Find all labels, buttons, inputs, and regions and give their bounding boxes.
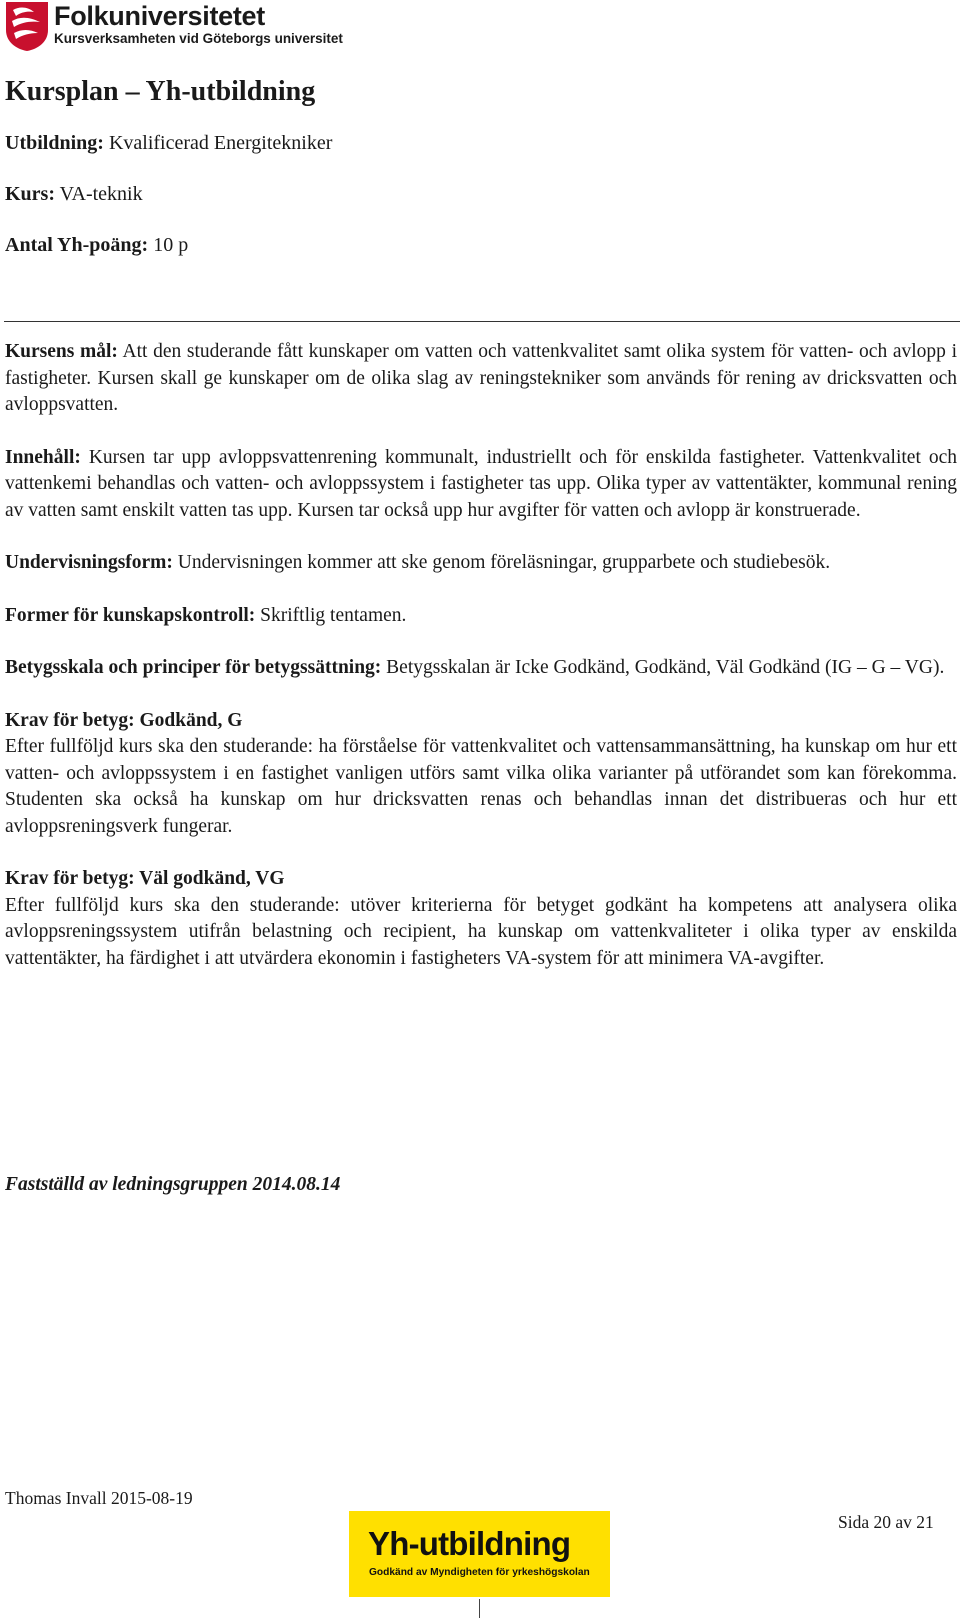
text-cursor-icon [479, 1599, 480, 1618]
approval-note: Fastställd av ledningsgruppen 2014.08.14 [5, 1174, 341, 1195]
document-title: Kursplan – Yh-utbildning [5, 76, 316, 107]
page-number: Sida 20 av 21 [838, 1512, 934, 1532]
section-assessment [5, 603, 957, 630]
section-grade-vg-label: Krav för betyg: Väl godkänd, VG [5, 868, 285, 889]
section-goals-text: Att den studerande fått kunskaper om vatten och vattenkvalitet samt olika system för vatten- och avlopp i fastigheter. Kursen skall ge kunskaper om de olika slag av reningstekniker som används för rening av dricksvatten och avloppsvatten. [5, 341, 957, 415]
folkuniversitetet-logo [4, 0, 343, 52]
meta-education-value: Kvalificerad Energitekniker [108, 132, 333, 154]
course-content [5, 339, 957, 998]
section-assessment-label: Former för kunskapskontroll: [5, 604, 256, 626]
folkuniversitetet-emblem-icon [4, 0, 50, 52]
section-content [5, 445, 957, 525]
meta-education-label: Utbildning: [5, 132, 104, 154]
footer-author: Thomas Invall 2015-08-19 [5, 1488, 193, 1508]
meta-points-value: 10 p [153, 234, 189, 256]
section-teaching-label: Undervisningsform: [5, 552, 173, 573]
section-grade-g-text: Efter fullföljd kurs ska den studerande: ha förståelse för vattenkvalitet och vattensammansättning, ha kunskap om hur ett vatten- och avloppssystem i en fastighet vanligen utförs samt vilka olika varianter på utförandet som kan förekomma. Studenten ska också ha kunskap om hur dricksvatten renas och behandlas innan det distribueras och hur ett avloppsreningsverk fungerar. [5, 736, 957, 837]
section-grading-text: Betygsskalan är Icke Godkänd, Godkänd, Väl Godkänd (IG – G – VG). [386, 657, 945, 678]
section-goals [5, 339, 957, 419]
org-name: Folkuniversitetet [54, 1, 265, 31]
meta-points-label: Antal Yh-poäng: [5, 234, 149, 256]
yh-utbildning-logo [349, 1511, 610, 1597]
meta-points [5, 232, 188, 258]
meta-course-value: VA-teknik [59, 183, 143, 205]
section-content-text: Kursen tar upp avloppsvattenrening kommunalt, industriellt och för enskilda fastigheter. Vattenkvalitet och vattenkemi behandlas och vatten- och avloppssystem i fastigheter tas upp. Olika typer av vattentäkter, kommunal rening av vatten samt enskilt vatten tas upp. Kursen tar också upp hur avgifter för vatten och avlopp är konstruerade. [5, 446, 957, 521]
meta-education [5, 130, 332, 156]
section-grade-vg-text: Efter fullföljd kurs ska den studerande: utöver kriterierna för betyget godkänt ha kompetens att analysera olika avloppsreningssystem utifrån belastning och recipient, ha kunskap om vattenkvaliteter i olika typer av enskilda vattentäkter, ha färdighet i att utvärdera ekonomin i fastigheters VA-system för att minimera VA-avgifter. [5, 894, 957, 969]
section-grade-g-label: Krav för betyg: Godkänd, G [5, 709, 243, 731]
section-grade-vg [5, 866, 957, 972]
yh-logo-subtitle: Godkänd av Myndigheten för yrkeshögskolan [369, 1567, 590, 1578]
org-subtitle: Kursverksamheten vid Göteborgs universitet [54, 31, 343, 46]
section-assessment-text: Skriftlig tentamen. [260, 604, 407, 626]
section-divider [4, 321, 960, 322]
section-grading [5, 655, 957, 682]
section-teaching [5, 550, 957, 577]
section-goals-label: Kursens mål: [5, 341, 118, 362]
meta-course-label: Kurs: [5, 183, 55, 205]
section-teaching-text: Undervisningen kommer att ske genom föreläsningar, grupparbete och studiebesök. [177, 552, 831, 573]
yh-logo-title: Yh-utbildning [368, 1525, 571, 1562]
section-grading-label: Betygsskala och principer för betygssättning: [5, 657, 382, 678]
meta-course [5, 181, 143, 207]
section-grade-g [5, 708, 957, 841]
section-content-label: Innehåll: [5, 446, 81, 468]
